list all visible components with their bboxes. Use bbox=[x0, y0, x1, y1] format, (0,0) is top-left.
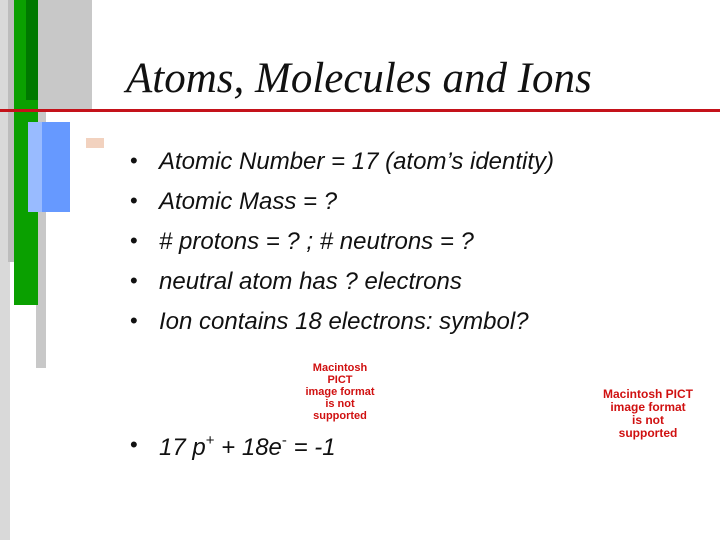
bullet-text: neutral atom has ? electrons bbox=[159, 268, 462, 295]
net-charge: = -1 bbox=[293, 434, 336, 461]
bullet-marker: • bbox=[130, 188, 138, 213]
bullet-text: # protons = ? ; # neutrons = ? bbox=[159, 228, 474, 255]
decor-small-tag bbox=[86, 138, 104, 148]
decor-bar-darkgreen bbox=[26, 0, 38, 100]
placeholder-line: is not supported bbox=[618, 413, 678, 440]
bullet-text: Atomic Mass = ? bbox=[159, 188, 338, 215]
bullet-text: Ion contains 18 electrons: symbol? bbox=[159, 308, 529, 335]
image-placeholder bbox=[602, 388, 694, 440]
bullet-text: Atomic Number = 17 (atom’s identity) bbox=[159, 148, 555, 175]
bullet-marker: • bbox=[130, 268, 138, 293]
placeholder-line: Macintosh PICT bbox=[312, 362, 368, 386]
bullet-marker: • bbox=[130, 228, 138, 253]
placeholder-line: image format bbox=[610, 400, 686, 414]
placeholder-line: Macintosh PICT bbox=[602, 387, 693, 401]
bullet-marker: • bbox=[130, 148, 138, 173]
placeholder-line: image format bbox=[305, 386, 375, 398]
proton-charge: + bbox=[205, 432, 215, 449]
title-divider bbox=[0, 109, 720, 112]
electron-count: + 18e bbox=[221, 434, 282, 461]
bullet-marker: • bbox=[130, 432, 138, 457]
decor-bar-gray-block bbox=[36, 0, 92, 112]
decor-bar-blue-highlight bbox=[28, 122, 42, 212]
proton-count: 17 p bbox=[159, 434, 206, 461]
image-placeholder bbox=[300, 362, 380, 422]
bullet-marker: • bbox=[130, 308, 138, 333]
electron-charge: - bbox=[281, 432, 287, 449]
placeholder-line: is not supported bbox=[313, 398, 367, 422]
equation-body bbox=[159, 432, 336, 462]
slide-title: Atoms, Molecules and Ions bbox=[126, 55, 592, 102]
